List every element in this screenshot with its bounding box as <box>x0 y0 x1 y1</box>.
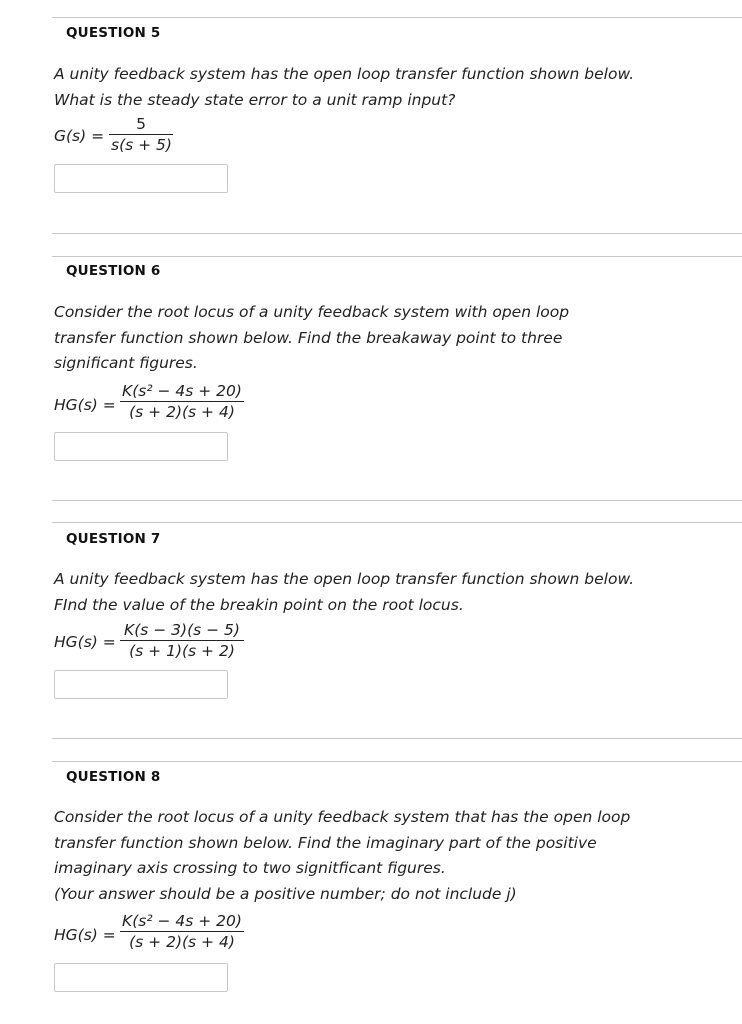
answer-input[interactable] <box>54 164 228 193</box>
question-text-line: A unity feedback system has the open loop transfer function shown below. <box>54 65 635 83</box>
question-text <box>54 62 714 113</box>
formula-numerator: K(s − 3)(s − 5) <box>124 621 240 639</box>
formula-denominator: (s + 1)(s + 2) <box>129 642 235 660</box>
question-text <box>54 567 714 618</box>
answer-input[interactable] <box>54 963 228 992</box>
formula-lhs: HG(s) = <box>54 396 116 414</box>
question-heading: QUESTION 6 <box>66 263 161 279</box>
divider-q5-end <box>52 233 742 234</box>
formula-denominator: s(s + 5) <box>111 136 172 154</box>
question-text-line: (Your answer should be a positive number; do not include j) <box>54 884 517 903</box>
formula-lhs: HG(s) = <box>54 633 116 651</box>
question-text-line: imaginary axis crossing to two signitficant figures. <box>54 859 446 877</box>
formula-fraction <box>109 115 173 154</box>
answer-input[interactable] <box>54 432 228 461</box>
question-text-line: A unity feedback system has the open loop transfer function shown below. <box>54 570 635 588</box>
question-heading: QUESTION 8 <box>66 769 161 785</box>
fraction-bar <box>120 931 244 932</box>
divider-q6-end <box>52 500 742 501</box>
question-text-line: FInd the value of the breakin point on the root locus. <box>54 595 464 614</box>
question-text-line: Consider the root locus of a unity feedback system that has the open loop <box>54 808 631 826</box>
question-text-line: significant figures. <box>54 354 198 372</box>
question-text <box>54 300 714 377</box>
question-text-line: transfer function shown below. Find the imaginary part of the positive <box>54 833 597 852</box>
question-heading: QUESTION 7 <box>66 531 161 547</box>
formula-fraction <box>120 621 244 660</box>
formula-lhs: HG(s) = <box>54 926 116 944</box>
formula-fraction <box>120 912 244 951</box>
formula-denominator: (s + 2)(s + 4) <box>129 933 235 951</box>
question-text-line: What is the steady state error to a unit ramp input? <box>54 90 456 109</box>
formula-lhs: G(s) = <box>54 127 105 145</box>
fraction-bar <box>120 401 244 402</box>
fraction-bar <box>109 134 173 135</box>
top-divider <box>52 17 742 18</box>
formula-numerator: 5 <box>136 115 146 133</box>
divider-q7-end <box>52 738 742 739</box>
formula-numerator: K(s² − 4s + 20) <box>122 912 242 930</box>
formula-denominator: (s + 2)(s + 4) <box>129 403 235 421</box>
divider-q6-start <box>52 256 742 257</box>
divider-q7-start <box>52 522 742 523</box>
formula-numerator: K(s² − 4s + 20) <box>122 382 242 400</box>
formula-fraction <box>120 382 244 421</box>
fraction-bar <box>120 640 244 641</box>
answer-input[interactable] <box>54 670 228 699</box>
question-text-line: Consider the root locus of a unity feedback system with open loop <box>54 303 570 321</box>
divider-q8-start <box>52 761 742 762</box>
question-heading: QUESTION 5 <box>66 25 161 41</box>
question-text <box>54 805 714 907</box>
question-text-line: transfer function shown below. Find the breakaway point to three <box>54 328 563 347</box>
